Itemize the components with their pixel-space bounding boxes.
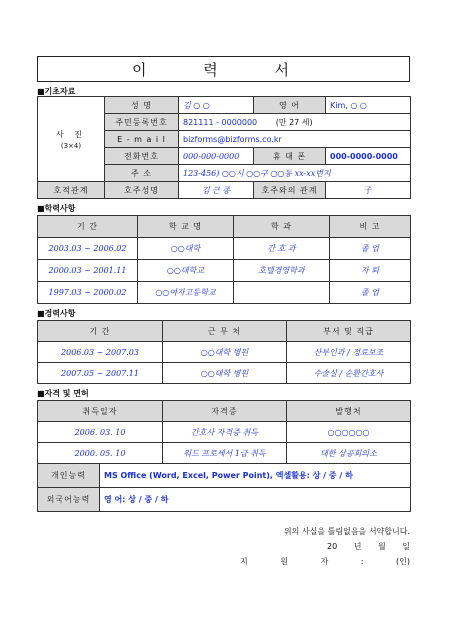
age-value: (만 27 세) [275, 117, 313, 127]
edu-note: 졸 업 [330, 282, 411, 304]
photo-label: 사 진 [56, 129, 86, 139]
edu-header-note: 비 고 [330, 216, 411, 238]
language-ability-value: 영 어: 상 / 중 / 하 [100, 488, 411, 512]
relation-value: 子 [326, 182, 411, 199]
rrn-label: 주민등록번호 [105, 114, 179, 131]
ability-table [37, 463, 410, 511]
career-header-period: 기 간 [38, 321, 163, 342]
license-header-issuer: 발행처 [287, 401, 411, 422]
edu-header-major: 학 과 [234, 216, 330, 238]
license-date: 2006. 03. 10 [38, 422, 163, 443]
head-name-value: 김 근 종 [179, 182, 254, 199]
edu-major: 간 호 과 [234, 238, 330, 260]
personal-ability-label: 개인능력 [38, 464, 100, 488]
edu-period: 2003.03 ~ 2006.02 [38, 238, 138, 260]
license-issuer: 대한 상공회의소 [287, 443, 411, 464]
mobile-value: 000-0000-0000 [326, 148, 411, 165]
career-position: 산부인과 / 정료보조 [287, 342, 411, 363]
section-education-title: ■학력사항 [37, 204, 76, 213]
language-ability-label: 외국어능력 [38, 488, 100, 512]
license-header-name: 자격증 [163, 401, 287, 422]
edu-period: 2000.03 ~ 2001.11 [38, 260, 138, 282]
footer-signer: 지 원 자 : (인) [239, 557, 410, 566]
english-name-label: 영 어 [254, 97, 326, 114]
license-table [37, 400, 410, 463]
phone-value: 000-000-0000 [179, 148, 254, 165]
career-place: ○○대학 병원 [163, 342, 287, 363]
section-career-title: ■경력사항 [37, 309, 76, 318]
career-place: ○○대학 병원 [163, 363, 287, 384]
table-row [38, 260, 411, 282]
phone-label: 전화번호 [105, 148, 179, 165]
table-row [38, 238, 411, 260]
table-row [38, 422, 411, 443]
english-name-value: Kim, ○ ○ [326, 97, 411, 114]
edu-note: 자 퇴 [330, 260, 411, 282]
career-period: 2006.03 ~ 2007.03 [38, 342, 163, 363]
personal-ability-value: MS Office (Word, Excel, Power Point), 엑셀활용: 상 / 중 / 하 [100, 464, 411, 488]
footer-statement: 위의 사실을 틀림없음을 서약합니다. [283, 527, 410, 536]
table-row [38, 443, 411, 464]
career-position: 수술실 / 순환간호사 [287, 363, 411, 384]
section-license-title: ■자격 및 면허 [37, 389, 89, 398]
career-period: 2007.05 ~ 2007.11 [38, 363, 163, 384]
edu-note: 졸 업 [330, 238, 411, 260]
head-name-label: 호주성명 [105, 182, 179, 199]
address-value: 123-456) ○○시 ○○구 ○○동 xx-xx번지 [179, 165, 411, 182]
name-value: 김 ○ ○ [179, 97, 254, 114]
license-name: 워드 프로세서 1급 취득 [163, 443, 287, 464]
family-label: 호적관계 [38, 182, 105, 199]
name-label: 성 명 [105, 97, 179, 114]
edu-period: 1997.03 ~ 2000.02 [38, 282, 138, 304]
email-value: bizforms@bizforms.co.kr [179, 131, 411, 148]
edu-school: ○○여자고등학교 [138, 282, 234, 304]
table-row [38, 363, 411, 384]
section-basic-title: ■기초자료 [37, 87, 76, 96]
email-label: E - m a i l [105, 131, 179, 148]
career-header-place: 근 무 처 [163, 321, 287, 342]
edu-major [234, 282, 330, 304]
career-header-position: 부서 및 직급 [287, 321, 411, 342]
table-row [38, 282, 411, 304]
rrn-cell [179, 114, 411, 131]
license-date: 2000. 05. 10 [38, 443, 163, 464]
license-name: 간호사 자격증 취득 [163, 422, 287, 443]
license-issuer: ○○○○○○ [287, 422, 411, 443]
education-table [37, 215, 410, 303]
basic-info-table [37, 96, 410, 198]
edu-header-period: 기 간 [38, 216, 138, 238]
edu-major: 호텔경영학과 [234, 260, 330, 282]
career-table [37, 320, 410, 383]
mobile-label: 휴 대 폰 [254, 148, 326, 165]
edu-school: ○○대학 [138, 238, 234, 260]
edu-header-school: 학 교 명 [138, 216, 234, 238]
relation-label: 호주와의 관계 [254, 182, 326, 199]
license-header-date: 취득일자 [38, 401, 163, 422]
footer-date: 20 년 월 일 [327, 542, 410, 551]
address-label: 주 소 [105, 165, 179, 182]
table-row [38, 342, 411, 363]
photo-size: (3×4) [60, 141, 82, 150]
page-title: 이 력 서 [37, 56, 410, 82]
photo-box [38, 97, 105, 182]
edu-school: ○○대학교 [138, 260, 234, 282]
rrn-value: 821111 - 0000000 [183, 117, 258, 127]
